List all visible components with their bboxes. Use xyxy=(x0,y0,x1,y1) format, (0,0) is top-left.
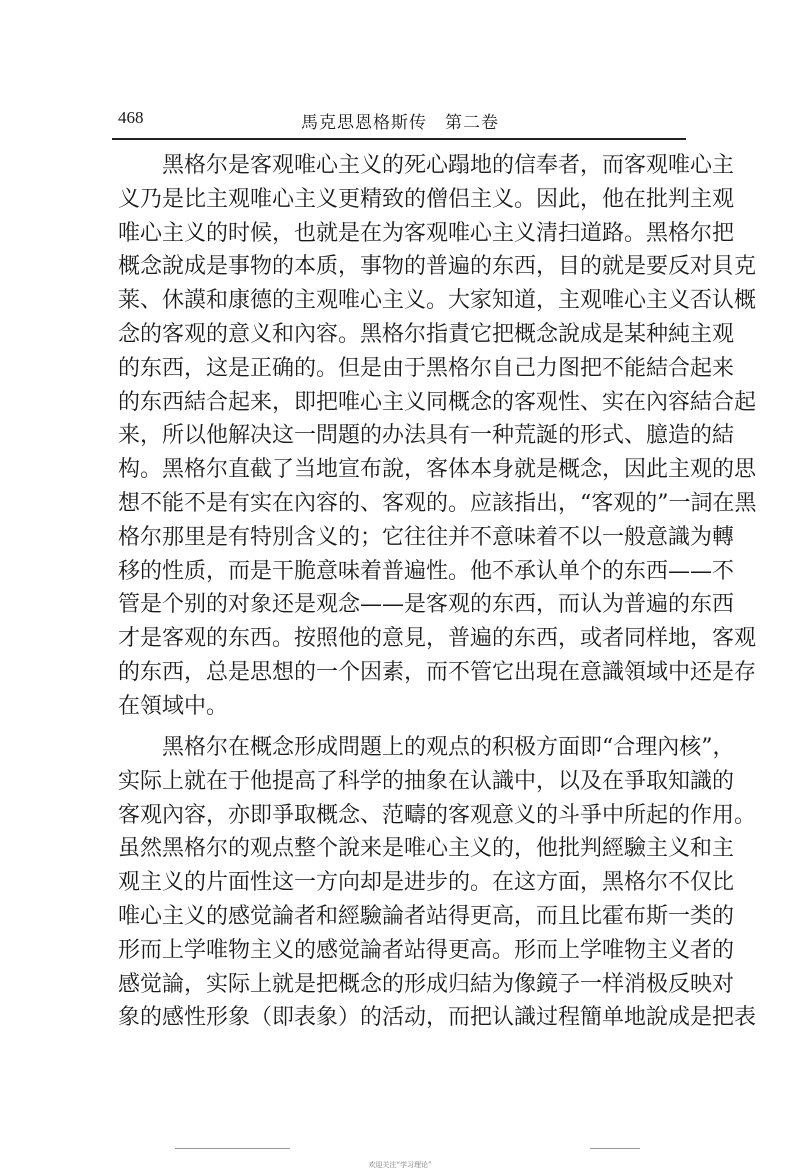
text-line: 观主义的片面性这一方向却是进步的。在这方面，黑格尔不仅比 xyxy=(118,870,735,896)
text-line: 来，所以他解决这一問題的办法具有一种荒誕的形式、臆造的結 xyxy=(118,423,735,449)
text-line: 莱、休謨和康德的主观唯心主义。大家知道，主观唯心主义否认概 xyxy=(118,288,757,314)
watermark: 欢迎关注“学习理论” xyxy=(368,1161,432,1169)
paragraph-1 xyxy=(118,149,757,724)
scan-artifact xyxy=(175,1148,290,1149)
text-line: 想不能不是有实在內容的、客观的。应該指出，“客观的”一詞在黑 xyxy=(118,490,757,516)
text-line: 象的感性形象（即表象）的活动，而把认識过程簡单地說成是把表 xyxy=(118,1005,757,1031)
text-line: 黑格尔在概念形成問題上的观点的积极方面即“合理內核”， xyxy=(118,735,735,760)
text-line: 感觉論，实际上就是把概念的形成归結为像鏡子一样消极反映对 xyxy=(118,971,735,997)
text-line: 义乃是比主观唯心主义更精致的僧侣主义。因此，他在批判主观 xyxy=(118,186,735,212)
text-line: 管是个别的对象还是观念——是客观的东西，而认为普遍的东西 xyxy=(118,592,735,618)
text-line: 唯心主义的感觉論者和經驗論者站得更高，而且比霍布斯一类的 xyxy=(118,903,735,929)
text-line: 虽然黑格尔的观点整个說来是唯心主义的，他批判經驗主义和主 xyxy=(118,836,735,862)
text-line: 在領域中。 xyxy=(118,693,229,719)
text-line: 唯心主义的时候，也就是在为客观唯心主义清扫道路。黑格尔把 xyxy=(118,220,735,246)
page-header xyxy=(118,108,682,134)
text-line: 构。黑格尔直截了当地宣布說，客体本身就是概念，因此主观的思 xyxy=(118,457,757,483)
text-line: 移的性质，而是干脆意味着普遍性。他不承认单个的东西——不 xyxy=(118,558,735,584)
text-line: 黑格尔是客观唯心主义的死心蹋地的信奉者，而客观唯心主 xyxy=(118,153,735,178)
text-line: 概念說成是事物的本质，事物的普遍的东西，目的就是要反对貝克 xyxy=(118,254,757,280)
text-line: 实际上就在于他提高了科学的抽象在认識中，以及在爭取知識的 xyxy=(118,768,735,794)
text-line: 才是客观的东西。按照他的意見，普遍的东西，或者同样地，客观 xyxy=(118,626,757,652)
text-line: 的东西，总是思想的一个因素，而不管它出現在意識領域中还是存 xyxy=(118,659,757,685)
page-number: 468 xyxy=(118,108,144,127)
paragraph-2 xyxy=(118,731,757,1035)
text-line: 格尔那里是有特別含义的；它往往并不意味着不以一般意識为轉 xyxy=(118,524,735,550)
text-line: 形而上学唯物主义的感觉論者站得更高。形而上学唯物主义者的 xyxy=(118,937,735,963)
text-line: 念的客观的意义和內容。黑格尔指責它把概念說成是某种純主观 xyxy=(118,321,735,347)
running-title: 馬克思恩格斯传 第二卷 xyxy=(301,113,499,133)
text-line: 的东西，这是正确的。但是由于黑格尔自己力图把不能結合起来 xyxy=(118,355,735,381)
text-line: 的东西結合起来，即把唯心主义同概念的客观性、实在內容結合起 xyxy=(118,389,757,415)
scan-artifact xyxy=(590,1148,640,1149)
text-line: 客观內容，亦即爭取概念、范疇的客观意义的斗爭中所起的作用。 xyxy=(118,802,757,828)
header-rule xyxy=(112,138,686,140)
